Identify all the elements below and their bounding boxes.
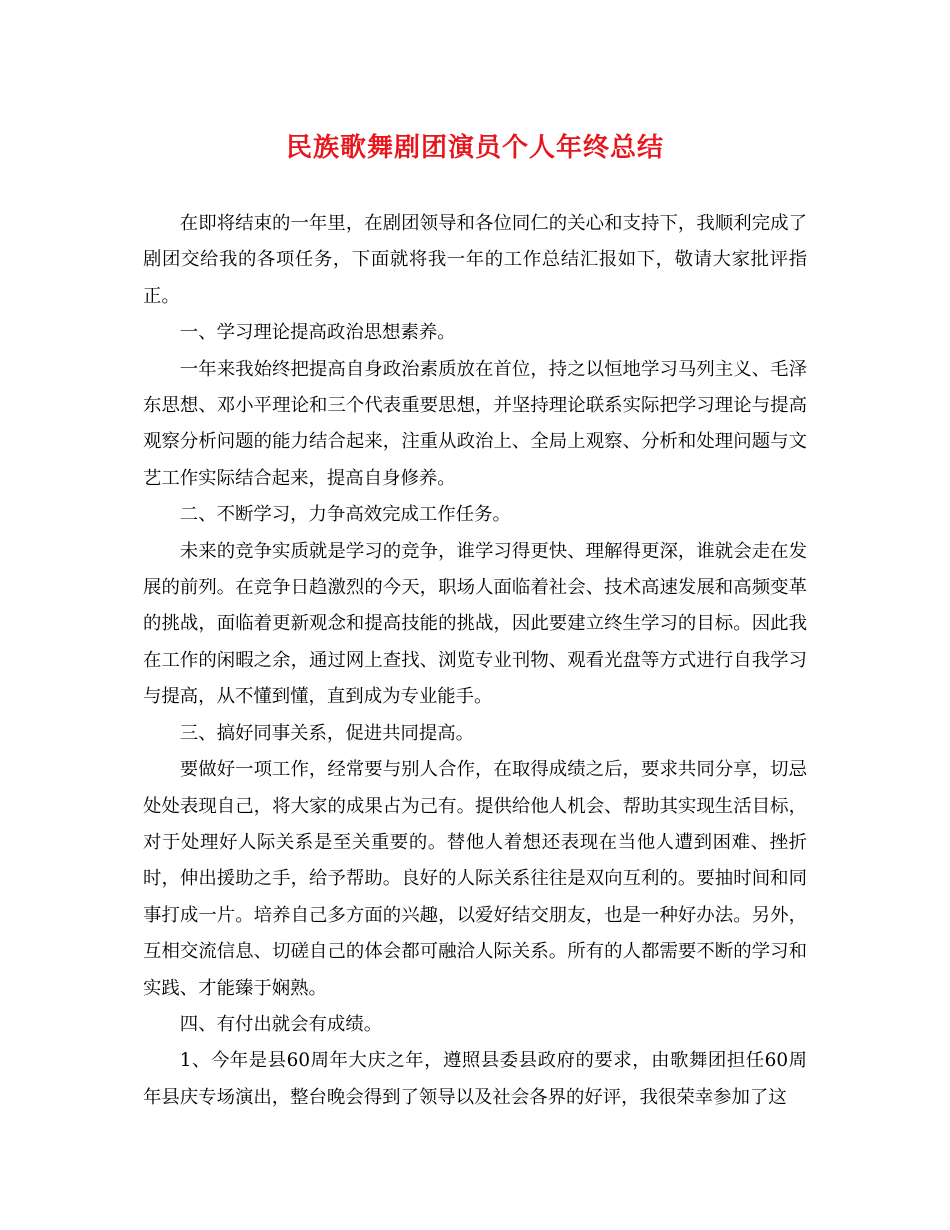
paragraph-section-3: 要做好一项工作，经常要与别人合作，在取得成绩之后，要求共同分享，切忌处处表现自己，将大家的成果占为己有。提供给他人机会、帮助其实现生活目标，对于处理好人际关系是至关重要的。替他人着想还表现在当他人遭到困难、挫折时，伸出援助之手，给予帮助。良好的人际关系往往是双向互利的。要抽时间和同事打成一片。培养自己多方面的兴趣，以爱好结交朋友，也是一种好办法。另外，互相交流信息、切磋自己的体会都可融洽人际关系。所有的人都需要不断的学习和实践、才能臻于娴熟。: [143, 759, 807, 999]
document-body: [143, 206, 807, 1116]
paragraph-section-1: 一年来我始终把提高自身政治素质放在首位，持之以恒地学习马列主义、毛泽东思想、邓小平理论和三个代表重要思想，并坚持理论联系实际把学习理论与提高观察分析问题的能力结合起来，注重从政治上、全局上观察、分析和处理问题与文艺工作实际结合起来，提高自身修养。: [143, 358, 807, 489]
paragraph-section-2: 未来的竞争实质就是学习的竞争，谁学习得更快、理解得更深，谁就会走在发展的前列。在竞争日趋激烈的今天，职场人面临着社会、技术高速发展和高频变革的挑战，面临着更新观念和提高技能的挑战，因此要建立终生学习的目标。因此我在工作的闲暇之余，通过网上查找、浏览专业刊物、观看光盘等方式进行自我学习与提高，从不懂到懂，直到成为专业能手。: [143, 540, 807, 708]
paragraph-intro: 在即将结束的一年里，在剧团领导和各位同仁的关心和支持下，我顺利完成了剧团交给我的各项任务，下面就将我一年的工作总结汇报如下，敬请大家批评指正。: [143, 213, 807, 307]
document-title: 民族歌舞剧团演员个人年终总结: [285, 133, 664, 163]
section-heading-4: 四、有付出就会有成绩。: [179, 1013, 383, 1035]
section-heading-1: 一、学习理论提高政治思想素养。: [179, 322, 456, 344]
section-heading-2: 二、不断学习，力争高效完成工作任务。: [179, 504, 511, 526]
section-heading-3: 三、搞好同事关系，促进共同提高。: [179, 722, 475, 744]
paragraph-section-4-item-1: 1、今年是县60周年大庆之年，遵照县委县政府的要求，由歌舞团担任60周年县庆专场演出，整台晚会得到了领导以及社会各界的好评，我很荣幸参加了这: [143, 1050, 807, 1108]
